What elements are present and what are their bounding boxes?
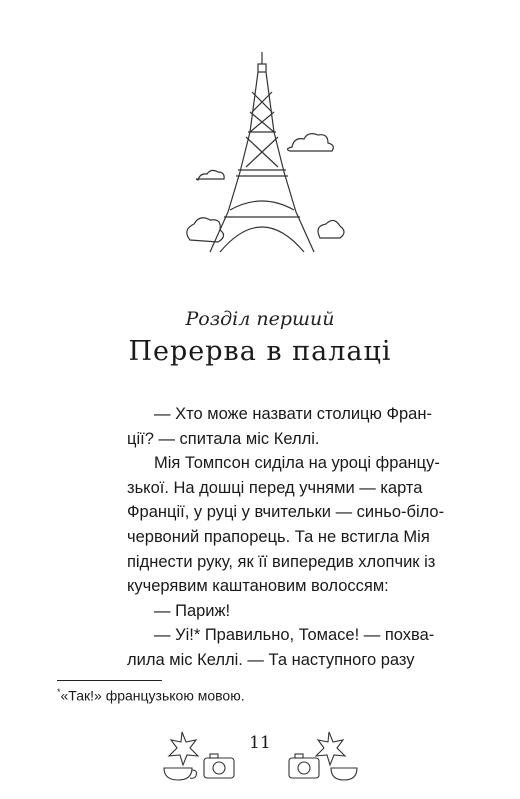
text-line: Мія Томпсон сиділа на уроці францу- bbox=[154, 454, 440, 473]
body-text bbox=[127, 402, 457, 673]
text-line: Франції, у руці у вчительки — синьо-біло- bbox=[127, 503, 445, 522]
text-line: — Париж! bbox=[154, 601, 231, 620]
text-line: червоний прапорець. Та не встигла Мія bbox=[127, 527, 430, 546]
chapter-label: Розділ перший bbox=[185, 308, 335, 330]
text-line: — Хто може назвати столицю Фран- bbox=[154, 405, 432, 423]
text-line: зької. На дошці перед учнями — карта bbox=[127, 478, 423, 497]
footnote-divider bbox=[57, 680, 162, 681]
eiffel-tower-illustration bbox=[180, 52, 345, 272]
text-line: піднести руку, як її випередив хлопчик із bbox=[127, 552, 436, 571]
footnote-text: «Так!» французькою мовою. bbox=[60, 687, 245, 704]
text-line: ції? — спитала міс Келлі. bbox=[127, 429, 320, 448]
page-number: 11 bbox=[249, 733, 271, 753]
text-line: кучерявим каштановим волоссям: bbox=[127, 577, 389, 596]
footnote bbox=[57, 687, 245, 704]
footnote-marker: * bbox=[57, 687, 61, 697]
text-line: лила міс Келлі. — Та наступного разу bbox=[127, 650, 415, 669]
chapter-title: Перерва в палаці bbox=[128, 336, 392, 367]
camera-star-ornament bbox=[283, 728, 363, 784]
text-line: — Уі!* Правильно, Томасе! — похва- bbox=[154, 626, 435, 645]
